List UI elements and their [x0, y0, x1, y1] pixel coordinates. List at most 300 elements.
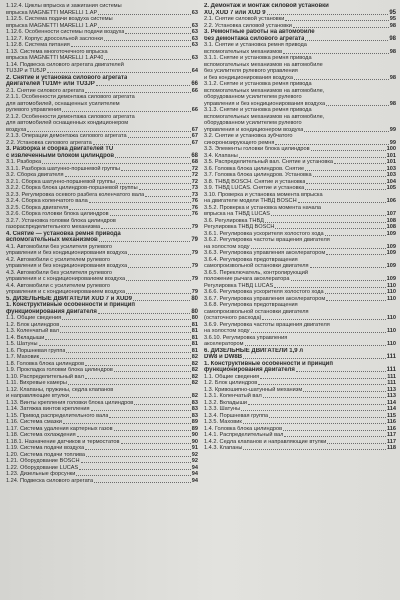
toc-entry-title: 4.4. Автомобили с усилителем рулевого [6, 282, 111, 289]
toc-entry-title: 1.17. Система удаления картерных газов [6, 425, 113, 432]
toc-leader-dots [70, 397, 191, 398]
toc-page-number: 110 [386, 282, 396, 289]
toc-entry-title: 3.10. Проверка и установка момента впрыска [204, 191, 323, 198]
toc-entry-title: на двигателе модели ТНВД BOSCH [204, 198, 297, 204]
toc-page-number: 83 [191, 412, 198, 419]
toc-entry-title: 3.5. Распределительный вал. Снятие и установка [204, 159, 334, 165]
toc-page-number: 113 [386, 386, 396, 393]
toc-leader-dots [284, 436, 386, 437]
toc-leader-dots [241, 410, 386, 411]
toc-page-number: 101 [386, 152, 396, 159]
toc-page-number: 115 [386, 412, 396, 419]
toc-leader-dots [326, 300, 386, 301]
toc-leader-dots [110, 215, 191, 216]
toc-entry-title: функционирования двигателя [6, 308, 97, 315]
toc-leader-dots [91, 410, 191, 411]
toc-page-number: 98 [389, 48, 396, 55]
toc-entry-title: с извлеченными блоком цилиндров [6, 152, 115, 159]
toc-page-number: 63 [191, 42, 198, 48]
toc-entry-title: 1.4. Головка блока цилиндров [204, 425, 283, 432]
toc-page-number: 79 [191, 237, 198, 243]
toc-leader-dots [85, 378, 191, 379]
toc-page-number: 90 [191, 432, 198, 438]
toc-page-number: 108 [386, 217, 396, 224]
toc-leader-dots [77, 436, 191, 437]
toc-entry-title: 3.7. Головка блока цилиндров. Установка [204, 172, 312, 178]
toc-leader-dots [128, 254, 191, 255]
toc-page-number: 95 [389, 9, 396, 16]
toc-entry-title: 2.1.3. Операции демонтажа силового агрегата [6, 133, 127, 139]
toc-page-number: 80 [191, 308, 198, 315]
toc-page-number: 81 [191, 347, 198, 354]
toc-page-number: 73 [191, 191, 198, 198]
toc-leader-dots [275, 144, 388, 145]
toc-page-number: 103 [386, 165, 396, 172]
toc-page-number: 79 [191, 250, 198, 256]
toc-entry-title: управления и без кондиционирования воздуха [204, 100, 326, 107]
toc-page-number: 82 [191, 354, 198, 360]
toc-entry-title: 1.3. Коленчатый вал [6, 328, 60, 334]
toc-entry-title: 3.2.1. Сборка шатунно-поршневой группы [6, 178, 115, 185]
toc-leader-dots [115, 157, 190, 158]
toc-entry-title: вспомогательных механизмов на автомобиле [204, 61, 323, 68]
toc-leader-dots [291, 280, 386, 281]
toc-leader-dots [69, 209, 191, 210]
toc-entry-title: 1.12.5. Система подачи воздуха системы [6, 16, 113, 22]
toc-page-number: 101 [386, 159, 396, 165]
toc-page-number: 68 [191, 159, 198, 165]
toc-page-number: 73 [191, 185, 198, 191]
toc-page-number: 76 [191, 204, 198, 211]
toc-entry-title: управления и без кондиционирования воздуха [6, 250, 128, 256]
toc-leader-dots [243, 449, 386, 450]
toc-leader-dots [294, 79, 389, 80]
toc-leader-dots [94, 482, 191, 483]
toc-entry-title: 3.2.6. Сборка головки блока цилиндров [6, 211, 109, 217]
toc-leader-dots [86, 456, 191, 457]
toc-entry-title: 3.6. Головка блока цилиндров. Снятие [204, 165, 305, 172]
toc-page-number: 81 [191, 321, 198, 328]
toc-leader-dots [139, 189, 191, 190]
toc-page-number: 63 [191, 55, 198, 61]
toc-page-number: 114 [386, 399, 396, 406]
toc-entry [204, 445, 396, 452]
toc-page-number: 90 [191, 438, 198, 445]
toc-entry-title: 3.1.1. Разборка шатунно-поршневой группы [6, 165, 120, 172]
toc-leader-dots [245, 345, 386, 346]
toc-leader-dots [89, 202, 191, 203]
toc-page-number: 98 [389, 35, 396, 42]
toc-entry-title: 1.9. Прокладка головки блока цилиндров [6, 367, 113, 373]
toc-entry [6, 478, 198, 485]
toc-leader-dots [303, 391, 386, 392]
toc-page-number: 108 [386, 224, 396, 230]
toc-page-number: 118 [386, 445, 396, 451]
toc-leader-dots [125, 33, 190, 34]
toc-entry-title: 3.1.2. Снятие и установка ремня привода [204, 81, 312, 87]
toc-page-number: 63 [191, 35, 198, 42]
toc-page-number: 100 [386, 146, 396, 152]
toc-leader-dots [114, 430, 191, 431]
toc-entry-title: 3.6.5. Переключатель, контролирующий [204, 269, 309, 276]
toc-leader-dots [134, 404, 190, 405]
toc-page-number: 81 [191, 334, 198, 341]
toc-leader-dots [305, 189, 385, 190]
toc-leader-dots [60, 326, 191, 327]
toc-leader-dots [126, 280, 191, 281]
toc-entry-title: 3.2. Сборка двигателя [6, 172, 64, 178]
toc-leader-dots [239, 157, 386, 158]
toc-entry-title: газораспределительного механизма [6, 224, 101, 230]
toc-entry-title: 3. Ремонтные работы на автомобиле [204, 29, 315, 35]
toc-page-number: 79 [191, 224, 198, 230]
toc-entry-title: впрыска MAGNETTI MARELLI 1.AP [6, 22, 98, 29]
toc-entry-title: 3.2. Снятие и установка зубчатого [204, 133, 293, 139]
toc-page-number: 68 [191, 152, 198, 159]
toc-page-number: 117 [386, 438, 396, 445]
toc-leader-dots [81, 462, 191, 463]
toc-leader-dots [251, 332, 386, 333]
toc-column-left [6, 3, 198, 598]
toc-page-number: 99 [389, 139, 396, 146]
toc-entry-title: 3.6.3. Регулировка управления акселератором [204, 250, 326, 256]
toc-entry-title: 1.19. Система подачи воздуха [6, 445, 85, 451]
toc-leader-dots [325, 235, 386, 236]
toc-entry-title: акселератором [204, 341, 244, 347]
toc-entry-title: 1.15. Привод распределительного вала [6, 412, 109, 419]
toc-leader-dots [327, 443, 386, 444]
toc-page-number: 111 [387, 373, 396, 380]
toc-leader-dots [101, 228, 191, 229]
toc-leader-dots [76, 475, 190, 476]
toc-entry-title: и без кондиционирования воздуха [204, 74, 294, 81]
toc-leader-dots [98, 14, 191, 15]
toc-page-number: 110 [386, 328, 396, 334]
toc-entry-title: впрыска MAGNETTI MARELLI 1.AP40 [6, 55, 104, 61]
toc-entry-title: 1.10. Распределительный вал [6, 373, 84, 380]
toc-entry-title: 3. Разборка и сборка двигателей TU [6, 146, 114, 152]
toc-leader-dots [263, 397, 386, 398]
toc-entry-title: 5. ДИЗЕЛЬНЫЕ ДВИГАТЕЛИ XUD 7 и XUD9 [6, 295, 132, 302]
toc-page-number: 109 [386, 230, 396, 237]
toc-page-number: 63 [191, 22, 198, 29]
toc-entry-title: 3.2.3. Регулировка осевого разбега коленчатого вала [6, 191, 145, 198]
toc-leader-dots [98, 27, 191, 28]
toc-page-number: 98 [389, 100, 396, 107]
toc-entry-title: 3.1. Разборка [6, 159, 42, 165]
toc-leader-dots [260, 378, 386, 379]
toc-page-number: 111 [387, 380, 396, 386]
toc-leader-dots [243, 423, 386, 424]
toc-leader-dots [304, 131, 388, 132]
toc-leader-dots [104, 40, 191, 41]
toc-entry-title: 1.12.4. Циклы впрыска и зажигания системы [6, 3, 122, 9]
toc-entry-title: 1.3.5. Маховик [204, 419, 242, 425]
toc-leader-dots [66, 352, 190, 353]
toc-leader-dots [271, 215, 386, 216]
toc-entry-title: 1.13. Винты крепления головки блока цилиндров [6, 399, 134, 406]
toc-entry-title: TU3JP и TU5JP [6, 68, 47, 74]
toc-entry-title: без усилителя рулевого управления [204, 68, 298, 74]
toc-page-number: 72 [191, 165, 198, 172]
toc-page-number: 94 [191, 464, 198, 471]
toc-entry-title: 1.18.1. Назначение датчиков и термостатов [6, 438, 120, 445]
toc-leader-dots [296, 371, 386, 372]
toc-entry-title: синхронизирующего ремня [204, 139, 275, 146]
toc-entry-title: 3.8. ТНВД BOSCH. Снятие и установка [204, 178, 306, 185]
toc-entry-title: 1.5. Шатуны [6, 341, 38, 347]
toc-entry-title: 1.4.2. Седла клапанов и направляющие втулки [204, 438, 327, 445]
toc-entry-title: 1.12.7. Корпус дроссельной заслонки [6, 35, 103, 42]
toc-leader-dots [71, 46, 191, 47]
toc-leader-dots [121, 443, 191, 444]
toc-entry-title: 1.24. Подвеска силового агрегата [6, 477, 94, 484]
toc-leader-dots [114, 371, 191, 372]
toc-leader-dots [116, 183, 191, 184]
toc-leader-dots [42, 163, 191, 164]
toc-page-number: 72 [191, 178, 198, 185]
toc-entry-title: 3.6.10. Регулировка управления [204, 334, 288, 341]
toc-leader-dots [121, 170, 191, 171]
toc-leader-dots [63, 423, 191, 424]
toc-entry-title: 1.2. Блок цилиндров [204, 380, 258, 386]
toc-leader-dots [267, 14, 389, 15]
toc-page-number: 110 [386, 341, 396, 347]
toc-page-number: 109 [386, 263, 396, 269]
toc-entry-title: (остаточного расхода) [204, 315, 262, 321]
toc-page-number: 94 [191, 477, 198, 484]
toc-leader-dots [85, 92, 191, 93]
toc-entry-title: 1.1. Общие сведения [6, 315, 62, 321]
toc-entry-title: воздуха [6, 126, 27, 133]
toc-leader-dots [258, 384, 386, 385]
toc-entry-title: 3.6. Регулировка ТНВД [204, 217, 264, 224]
toc-entry-title: 1.14. Подвеска силового агрегата двигателей [6, 61, 124, 68]
toc-page-number: 109 [386, 250, 396, 256]
toc-entry-title: впрыска на ТНВД LUCAS [204, 211, 270, 217]
toc-leader-dots [79, 469, 191, 470]
toc-page-number: 82 [191, 360, 198, 367]
toc-leader-dots [104, 59, 190, 60]
toc-entry-title: самопроизвольной остановки двигателя [204, 263, 309, 269]
toc-leader-dots [145, 196, 191, 197]
toc-entry-title: 2.1. Снятие силового агрегата [6, 87, 85, 94]
toc-page-number: 105 [386, 185, 396, 191]
toc-leader-dots [293, 27, 389, 28]
toc-entry-title: 4.3. Автомобили без усилителя рулевого [6, 269, 113, 276]
toc-entry-title: 1.2. Блок цилиндров [6, 321, 60, 328]
toc-entry-title: Регулировка ТНВД BOSCH [204, 224, 275, 230]
toc-page-number: 110 [386, 289, 396, 295]
toc-entry-title: 2. Снятие и установка силового агрегата [6, 74, 128, 81]
toc-leader-dots [27, 131, 190, 132]
toc-entry-title: 1.11. Вихревые камеры [6, 380, 67, 386]
toc-entry-title: 3.6.2. Регулировка частоты вращения двигателя [204, 237, 330, 243]
toc-page-number: 109 [386, 276, 396, 282]
toc-entry-title: 1.23. Дизельные форсунки [6, 471, 76, 477]
toc-leader-dots [128, 137, 191, 138]
toc-leader-dots [313, 176, 386, 177]
toc-entry-title: вспомогательных механизмов на автомобиле, [204, 113, 325, 120]
toc-leader-dots [326, 105, 389, 106]
toc-entry-title: Регулировка ТНВД LUCAS [204, 282, 274, 289]
toc-leader-dots [305, 40, 388, 41]
toc-leader-dots [305, 170, 386, 171]
toc-leader-dots [39, 345, 191, 346]
toc-entry-title: без демонтажа силового агрегата [204, 35, 305, 42]
toc-entry-title: вспомогательных механизмов [204, 48, 283, 55]
toc-entry-title: 3.4. Клапаны [204, 152, 238, 159]
toc-entry-title: 1.16. Система смазки [6, 419, 62, 425]
toc-entry-title: 3.1.3. Снятие и установка ремня привода [204, 107, 312, 113]
toc-entry-title: 1.3.3. Шатуны [204, 406, 241, 412]
toc-leader-dots [311, 150, 386, 151]
toc-page-number: 79 [191, 289, 198, 295]
toc-entry-title: 3.6.6. Регулировка ускорителя холостого хода [204, 289, 324, 295]
toc-entry-title: и направляющие втулки [6, 393, 69, 399]
toc-entry-title: 1.21. Оборудование BOSCH [6, 458, 80, 464]
toc-page-number: 98 [389, 22, 396, 29]
toc-entry-title: 1.3.4. Поршневая группа [204, 412, 269, 419]
toc-page-number: 72 [191, 172, 198, 178]
toc-entry-title: 1.4. Вкладыши [6, 334, 45, 341]
toc-entry-title: 1.12.6. Особенности системы подачи воздуха [6, 29, 125, 35]
toc-leader-dots [269, 417, 386, 418]
toc-leader-dots [265, 222, 386, 223]
toc-leader-dots [47, 72, 190, 73]
toc-page-number: 82 [191, 367, 198, 373]
toc-page-number: 83 [191, 399, 198, 406]
toc-leader-dots [243, 358, 386, 359]
toc-leader-dots [126, 293, 191, 294]
toc-page-number: 113 [386, 393, 396, 399]
toc-entry-title: 1.3. Кривошипно-шатунный механизм [204, 386, 303, 393]
toc-leader-dots [109, 417, 190, 418]
toc-page-number: 76 [191, 211, 198, 217]
toc-leader-dots [62, 319, 191, 320]
toc-page-number: 82 [191, 380, 198, 386]
toc-leader-dots [251, 248, 386, 249]
toc-entry-title: 1.3.1. Коленчатый вал [204, 393, 262, 399]
toc-entry-title: 3.9. ТНВД LUCAS. Снятие и установка [204, 185, 305, 191]
toc-leader-dots [93, 144, 191, 145]
toc-entry-title: 1.3.2. Вкладыши [204, 399, 248, 406]
toc-entry-title: 2.1. Снятие силовой установки [204, 16, 285, 22]
toc-leader-dots [98, 313, 190, 314]
toc-page-number: 91 [191, 445, 198, 451]
toc-page-number: 111 [386, 354, 396, 360]
toc-entry-title: 4. Снятие — установка ремня привода [6, 230, 121, 237]
toc-page-number: 104 [386, 178, 396, 185]
toc-entry-title: 1.14. Затяжка винтов крепления [6, 406, 90, 412]
toc-entry-title: оборудованном усилителем рулевого [204, 94, 302, 100]
toc-entry-title: оборудованном усилителем рулевого [204, 120, 302, 126]
toc-entry-title: 3.1. Снятие и установка ремня привода [204, 42, 307, 48]
toc-entry-title: функционирования двигателя [204, 367, 295, 373]
toc-entry-title: 2.1.2. Особенности демонтажа силового агрегата [6, 113, 135, 120]
toc-page-number: 114 [386, 406, 396, 412]
toc-entry-title: 1. Конструктивные особенности и принцип [204, 360, 333, 367]
toc-entry-title: управления и кондиционером воздуха [204, 126, 304, 133]
toc-entry-title: управления и без кондиционирования воздуха [6, 263, 128, 269]
toc-entry-title: 3.3. Элементы головки блока цилиндров [204, 146, 310, 152]
toc-entry-title: 3.2.5. Сборка двигателя [6, 204, 69, 211]
toc-leader-dots [133, 300, 190, 301]
toc-entry-title: 2.2. Установка силовой установки [204, 22, 292, 29]
toc-entry-title: 1.4.1. Распределительный вал [204, 432, 284, 438]
toc-leader-dots [85, 449, 191, 450]
toc-entry-title: для автомобилей, оснащенных усилителем [6, 100, 120, 107]
toc-leader-dots [68, 384, 191, 385]
toc-column-right [204, 3, 396, 598]
toc-leader-dots [99, 241, 191, 242]
toc-entry-title: 1.13. Система многоточечного впрыска [6, 48, 108, 55]
toc-page-number: 99 [389, 126, 396, 133]
toc-leader-dots [128, 267, 191, 268]
toc-page-number: 110 [386, 315, 396, 321]
toc-entry-title: 6. ДИЗЕЛЬНЫЕ ДВИГАТЕЛИ 1,9 л [204, 347, 304, 354]
toc-entry-title: 3.2.4. Сборка коленчатого вала [6, 198, 88, 204]
toc-entry-title: 1.12. Клапаны, пружины, седла клапанов [6, 386, 114, 393]
toc-leader-dots [45, 339, 190, 340]
toc-entry-title: рулевого управления [6, 107, 62, 113]
toc-entry-title: на холостом ходу [204, 328, 250, 334]
toc-entry-title: 1.22. Оборудование LUCAS [6, 464, 79, 471]
toc-page-number: 82 [191, 373, 198, 380]
toc-entry-title: 3.6.4. Регулировка предотвращения [204, 256, 298, 263]
toc-page-number: 76 [191, 198, 198, 204]
toc-entry-title: 1.7. Маховик [6, 354, 40, 360]
toc-page-number: 67 [191, 126, 198, 133]
toc-entry-title: 2. Демонтаж и монтаж силовой установки [204, 3, 329, 9]
toc-page-number: 95 [389, 16, 396, 22]
toc-leader-dots [325, 293, 386, 294]
toc-leader-dots [310, 267, 386, 268]
toc-page-number: 82 [191, 393, 198, 399]
toc-page-number: 80 [191, 295, 198, 302]
toc-entry-title: 3.6.1. Регулировка ускорителя холостого хода [204, 230, 324, 237]
toc-page-number: 92 [191, 451, 198, 458]
toc-leader-dots [62, 111, 191, 112]
toc-entry-title: 3.1.1. Снятие и установка ремня привода [204, 55, 312, 61]
toc-page-number: 79 [191, 263, 198, 269]
toc-page-number: 94 [191, 471, 198, 477]
toc-leader-dots [60, 332, 191, 333]
toc-entry-title: 2.1.1. Особенности демонтажа силового агрегата [6, 94, 135, 100]
toc-page-number: 66 [191, 87, 198, 94]
toc-page-number: 64 [191, 68, 198, 74]
toc-entry-title: 1.20. Система подачи топлива [6, 451, 85, 458]
toc-page-number: 80 [191, 315, 198, 321]
toc-page-number: 83 [191, 406, 198, 412]
toc-leader-dots [85, 365, 191, 366]
toc-entry-title: вспомогательных механизмов на автомобиле, [204, 87, 325, 94]
toc-entry-title: 1.4.3. Клапаны [204, 445, 243, 451]
toc-page-number: 79 [191, 276, 198, 282]
toc-entry-title: 1. Конструктивные особенности и принцип [6, 302, 135, 308]
toc-page-number: 81 [191, 328, 198, 334]
toc-page-number: 66 [191, 81, 198, 87]
toc-page-number: 111 [386, 367, 396, 373]
toc-page-number: 63 [191, 9, 198, 16]
toc-page-number: 81 [191, 341, 198, 347]
toc-page-number: 117 [386, 432, 396, 438]
toc-entry-title: 3.5.2. Проверка и установка момента начала [204, 204, 322, 211]
toc-entry-title: 3.6.7. Регулировка управления акселератором [204, 295, 326, 302]
toc-entry-title: 1.8. Головка блока цилиндров [6, 360, 85, 367]
toc-entry-title: двигателей TU1M+ или TU3JP [6, 81, 95, 87]
toc-entry-title: для автомобилей оснащенных кондиционером [6, 120, 129, 126]
